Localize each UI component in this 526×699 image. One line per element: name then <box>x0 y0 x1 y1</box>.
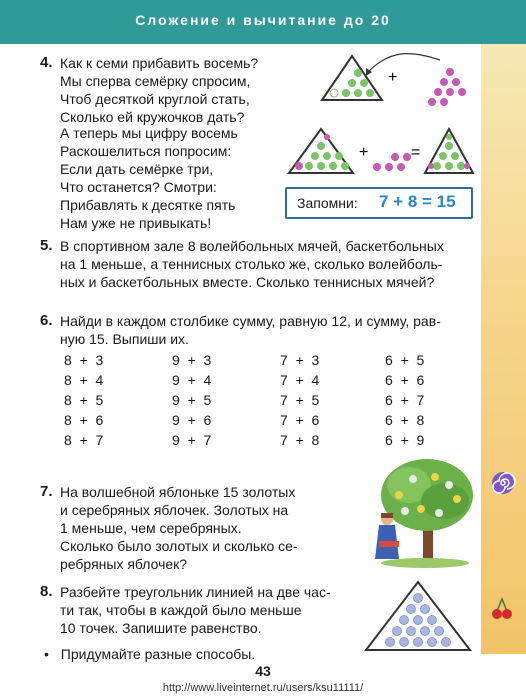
sum-expression: 9 + 6 <box>172 412 212 428</box>
task7-line: ребряных яблочек? <box>60 556 188 572</box>
task6-number: 6. <box>40 312 53 329</box>
poem-line: Что останется? Смотри: <box>60 179 217 195</box>
header-banner <box>0 0 526 44</box>
task7-number: 7. <box>40 483 53 500</box>
poem-line: А теперь мы цифру восемь <box>60 125 238 141</box>
poem-line: Раскошелиться попросим: <box>60 143 232 159</box>
sum-column-3 <box>280 350 319 450</box>
side-decoration <box>481 44 526 654</box>
remember-equation: 7 + 8 = 15 <box>379 192 456 211</box>
task5-line: ных и баскетбольных вместе. Сколько теннисных мячей? <box>60 274 435 290</box>
task5-number: 5. <box>40 237 53 254</box>
sum-expression: 8 + 6 <box>64 412 104 428</box>
sum-expression: 6 + 5 <box>385 352 425 368</box>
spiral-candy-icon <box>490 470 516 496</box>
sum-expression: 9 + 3 <box>172 352 212 368</box>
task8-line: 10 точек. Запишите равенство. <box>60 620 262 636</box>
sum-expression: 6 + 8 <box>385 412 425 428</box>
task5-line: на 1 меньше, а теннисных столько же, сколько волейболь- <box>60 256 443 272</box>
page-number: 43 <box>255 663 271 679</box>
poem-line: Сколько ей кружочков дать? <box>60 109 245 125</box>
poem-line: Если дать семёрке три, <box>60 161 214 177</box>
sum-expression: 7 + 4 <box>280 372 320 388</box>
sum-expression: 8 + 4 <box>64 372 104 388</box>
poem-line: Мы сперва семёрку спросим, <box>60 73 251 89</box>
task4-number: 4. <box>40 54 53 71</box>
task7-line: На волшебной яблоньке 15 золотых <box>60 484 296 500</box>
sum-expression: 8 + 5 <box>64 392 104 408</box>
poem-line: Чтоб десяткой круглой стать, <box>60 91 250 107</box>
task4-poem-part3 <box>60 196 235 232</box>
task6-line: ную 15. Выпиши их. <box>60 331 189 347</box>
poem-line: Как к семи прибавить восемь? <box>60 55 259 71</box>
sum-expression: 8 + 7 <box>64 432 104 448</box>
sum-expression: 6 + 7 <box>385 392 425 408</box>
sum-expression: 8 + 3 <box>64 352 104 368</box>
sum-expression: 6 + 6 <box>385 372 425 388</box>
task5-text <box>60 237 444 291</box>
remember-label: Запомни: <box>297 195 358 211</box>
poem-line: Нам уже не привыкать! <box>60 215 212 231</box>
task8-bullet-text: Придумайте разные способы. <box>60 646 256 662</box>
task5-line: В спортивном зале 8 волейбольных мячей, баскетбольных <box>60 238 444 254</box>
task4-poem-part2 <box>60 124 238 196</box>
sum-column-1 <box>64 350 103 450</box>
remember-box <box>285 187 473 219</box>
poem-line: Прибавлять к десятке пять <box>60 197 236 213</box>
sum-expression: 7 + 5 <box>280 392 320 408</box>
watermark-url: http://www.liveinternet.ru/users/ksu11111/ <box>162 682 364 694</box>
task8-text <box>60 583 331 637</box>
plus-sign: + <box>359 144 369 161</box>
svg-text:+: + <box>388 69 398 86</box>
svg-text:=: = <box>411 144 421 161</box>
sum-expression: 7 + 3 <box>280 352 320 368</box>
sum-expression: 9 + 4 <box>172 372 212 388</box>
cherry-icon <box>490 595 514 621</box>
task8-number: 8. <box>40 583 53 600</box>
task7-line: и серебряных яблочек. Золотых на <box>60 502 289 518</box>
task8-line: ти так, чтобы в каждой было меньше <box>60 602 302 618</box>
seven-plus-eight-illustration <box>310 50 480 110</box>
sum-expression: 7 + 8 <box>280 432 320 448</box>
task4-poem-part1 <box>60 54 258 126</box>
task7-line: 1 меньше, чем серебряных. <box>60 520 242 536</box>
task6-line: Найди в каждом столбике сумму, равную 12, и сумму, рав- <box>60 313 441 329</box>
sum-expression: 9 + 5 <box>172 392 212 408</box>
sum-expression: 7 + 6 <box>280 412 320 428</box>
apple-tree-illustration <box>365 455 481 570</box>
task6-text <box>60 312 441 348</box>
page-title: Сложение и вычитание до 20 <box>135 12 391 28</box>
sum-expression: 6 + 9 <box>385 432 425 448</box>
task8-bullet-row <box>44 645 255 663</box>
bullet: • <box>44 646 49 662</box>
sum-column-2 <box>172 350 211 450</box>
make-ten-illustration <box>285 125 480 180</box>
sum-expression: 9 + 7 <box>172 432 212 448</box>
task7-text <box>60 483 298 573</box>
task8-line: Разбейте треугольник линией на две час- <box>60 584 331 600</box>
sum-column-4 <box>385 350 424 450</box>
task7-line: Сколько было золотых и сколько се- <box>60 538 298 554</box>
dot-triangle-illustration <box>362 578 474 654</box>
